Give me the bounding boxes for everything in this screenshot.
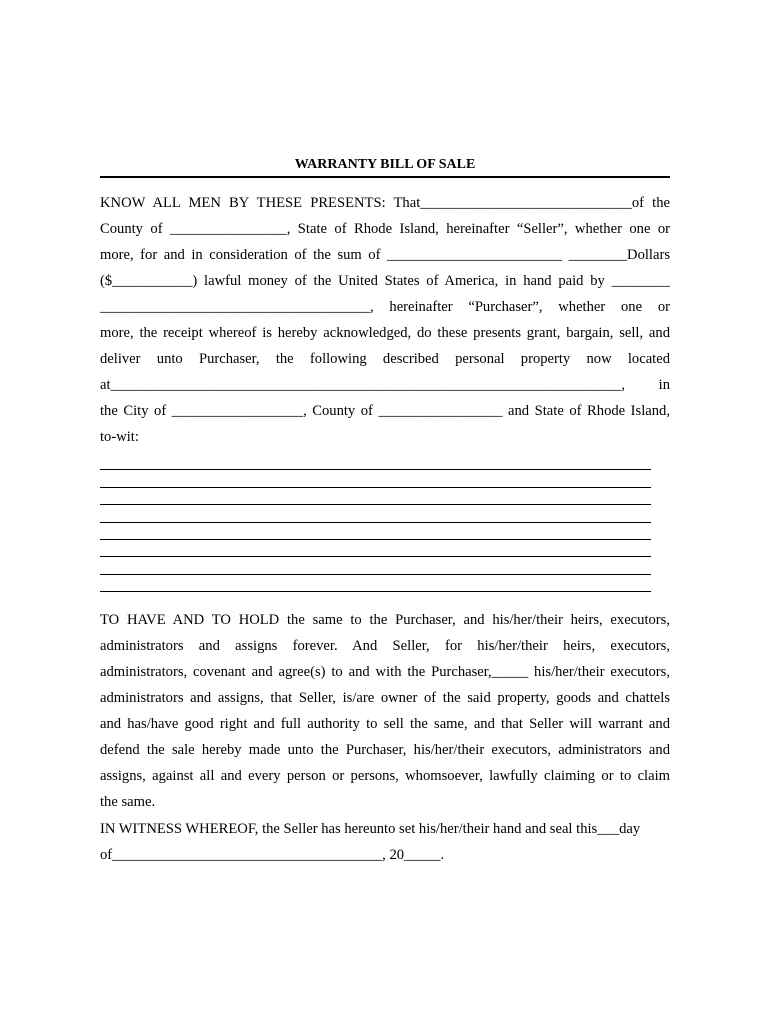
intro-line: ($___________) lawful money of the United States of America, in hand paid by ________ [100, 273, 670, 289]
witness-paragraph [100, 816, 670, 868]
intro-line: at______________________________________________________________________, in [100, 377, 670, 393]
blank-description-line [100, 488, 651, 505]
intro-line: deliver unto Purchaser, the following described personal property now located [100, 351, 670, 367]
intro-line: to-wit: [100, 429, 139, 445]
habendum-paragraph [100, 607, 670, 815]
intro-line: County of ________________, State of Rhode Island, hereinafter “Seller”, whether one or [100, 221, 670, 237]
intro-paragraph [100, 190, 670, 450]
property-description-lines [100, 453, 651, 592]
habendum-line: assigns, against all and every person or persons, whomsoever, lawfully claiming or to claim [100, 768, 670, 784]
intro-line: _____________________________________, hereinafter “Purchaser”, whether one or [100, 299, 670, 315]
blank-description-line [100, 523, 651, 540]
habendum-line: TO HAVE AND TO HOLD the same to the Purchaser, and his/her/their heirs, executors, [100, 612, 670, 628]
blank-description-line [100, 505, 651, 522]
intro-line: KNOW ALL MEN BY THESE PRESENTS: That_____________________________of the [100, 195, 670, 211]
habendum-line: and has/have good right and full authority to sell the same, and that Seller will warrant and [100, 716, 670, 732]
blank-description-line [100, 540, 651, 557]
intro-line: more, for and in consideration of the sum of ________________________ ________Dollars [100, 247, 670, 263]
habendum-line: administrators and assigns, that Seller, is/are owner of the said property, goods and chattels [100, 690, 670, 706]
witness-line: of_____________________________________, 20_____. [100, 847, 445, 863]
habendum-line: administrators, covenant and agree(s) to and with the Purchaser,_____ his/her/their executors, [100, 664, 670, 680]
habendum-line: defend the sale hereby made unto the Purchaser, his/her/their executors, administrators and [100, 742, 670, 758]
habendum-line: administrators and assigns forever. And Seller, for his/her/their heirs, executors, [100, 638, 670, 654]
document-title: WARRANTY BILL OF SALE [100, 156, 670, 178]
blank-description-line [100, 575, 651, 592]
intro-line: the City of __________________, County of _________________ and State of Rhode Island, [100, 403, 670, 419]
blank-description-line [100, 453, 651, 470]
intro-line: more, the receipt whereof is hereby acknowledged, do these presents grant, bargain, sell, and [100, 325, 670, 341]
habendum-line: the same. [100, 794, 156, 810]
witness-line: IN WITNESS WHEREOF, the Seller has hereunto set his/her/their hand and seal this___day [100, 821, 641, 837]
blank-description-line [100, 557, 651, 574]
blank-description-line [100, 470, 651, 487]
